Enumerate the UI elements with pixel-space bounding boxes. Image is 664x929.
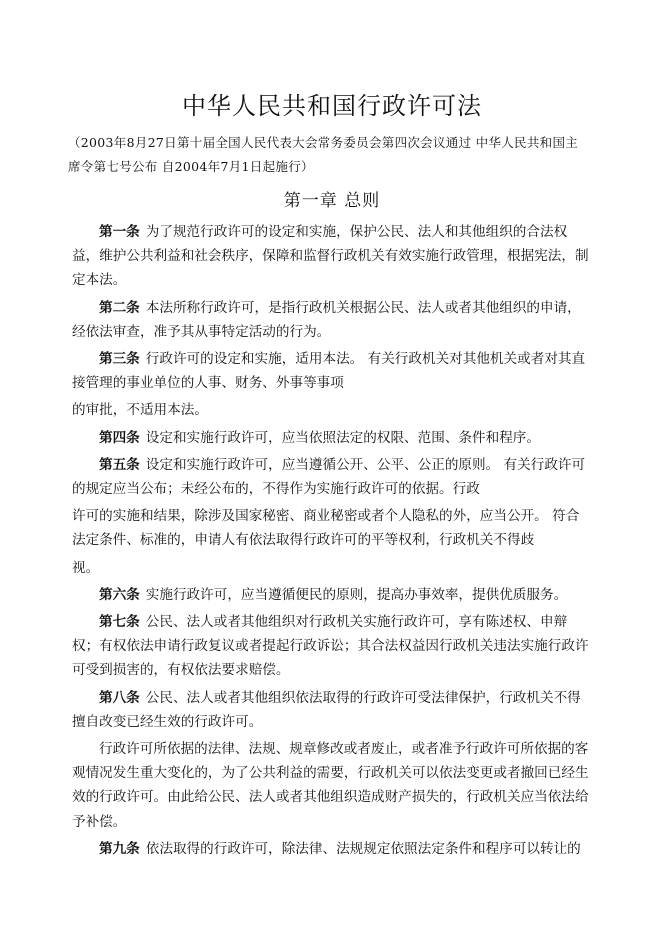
article-5-continuation: 许可的实施和结果，除涉及国家秘密、商业秘密或者个人隐私的外，应当公开。 符合法定条件、标准的，申请人有依法取得行政许可的平等权利，行政机关不得歧 — [72, 508, 580, 549]
article-text: 公民、法人或者其他组织依法取得的行政许可受法律保护，行政机关不得擅自改变已经生效的行政许可。 — [72, 689, 581, 730]
article-8-paragraph-2: 行政许可所依据的法律、法规、规章修改或者废止，或者准予行政许可所依据的客观情况发生重大变化的，为了公共利益的需要，行政机关可以依法变更或者撤回已经生效的行政许可。由此给公民、法人或者其他组织造成财产损失的，行政机关应当依法给予补偿。 — [72, 741, 589, 830]
article-text: 行政许可的设定和实施，适用本法。 有关行政机关对其他机关或者对其直接管理的事业单位的人事、财务、外事等事项 — [72, 351, 586, 392]
article-text: 依法取得的行政许可，除法律、法规规定依照法定条件和程序可以转让的 — [145, 840, 581, 857]
article-number: 第六条 — [99, 586, 140, 603]
article-number: 第一条 — [99, 224, 140, 240]
article-4 — [72, 426, 592, 450]
article-text: 为了规范行政许可的设定和实施，保护公民、法人和其他组织的合法权益，维护公共利益和社会秩序，保障和监督行政机关有效实施行政管理，根据宪法，制定本法。 — [72, 224, 589, 289]
article-number: 第八条 — [99, 689, 140, 706]
article-5-continuation-end: 视。 — [72, 559, 100, 576]
article-number: 第五条 — [99, 456, 140, 473]
document-title: 中华人民共和国行政许可法 — [182, 92, 482, 120]
article-6 — [72, 583, 592, 607]
article-7 — [72, 610, 592, 683]
article-text: 设定和实施行政许可，应当依照法定的权限、范围、条件和程序。 — [145, 429, 540, 446]
article-text: 公民、法人或者其他组织对行政机关实施行政许可，享有陈述权、申辩权；有权依法申请行政复议或者提起行政诉讼；其合法权益因行政机关违法实施行政许可受到损害的，有权依法要求赔偿。 — [72, 614, 589, 679]
article-3 — [72, 347, 592, 395]
article-2 — [72, 296, 592, 344]
article-8 — [72, 686, 592, 734]
enactment-note: （2003年8月27日第十届全国人民代表大会常务委员会第四次会议通过 中华人民共和国主席令第七号公布 自2004年7月1日起施行） — [68, 135, 579, 174]
article-number: 第九条 — [99, 840, 140, 857]
article-3-continuation: 的审批，不适用本法。 — [72, 402, 208, 419]
article-1 — [72, 220, 592, 293]
document-body — [72, 220, 592, 864]
article-number: 第二条 — [99, 299, 140, 316]
article-5 — [72, 453, 592, 501]
article-number: 第七条 — [99, 614, 140, 631]
article-text: 实施行政许可，应当遵循便民的原则，提高办事效率，提供优质服务。 — [145, 586, 568, 603]
article-number: 第三条 — [99, 351, 140, 368]
article-9 — [72, 837, 592, 861]
article-text: 设定和实施行政许可，应当遵循公开、公平、公正的原则。 有关行政许可的规定应当公布；未经公布的，不得作为实施行政许可的依据。行政 — [72, 456, 586, 498]
chapter-heading: 第一章 总则 — [283, 191, 381, 211]
article-number: 第四条 — [99, 429, 140, 446]
article-text: 本法所称行政许可，是指行政机关根据公民、法人或者其他组织的申请，经依法审查，准予其从事特定活动的行为。 — [72, 299, 581, 340]
